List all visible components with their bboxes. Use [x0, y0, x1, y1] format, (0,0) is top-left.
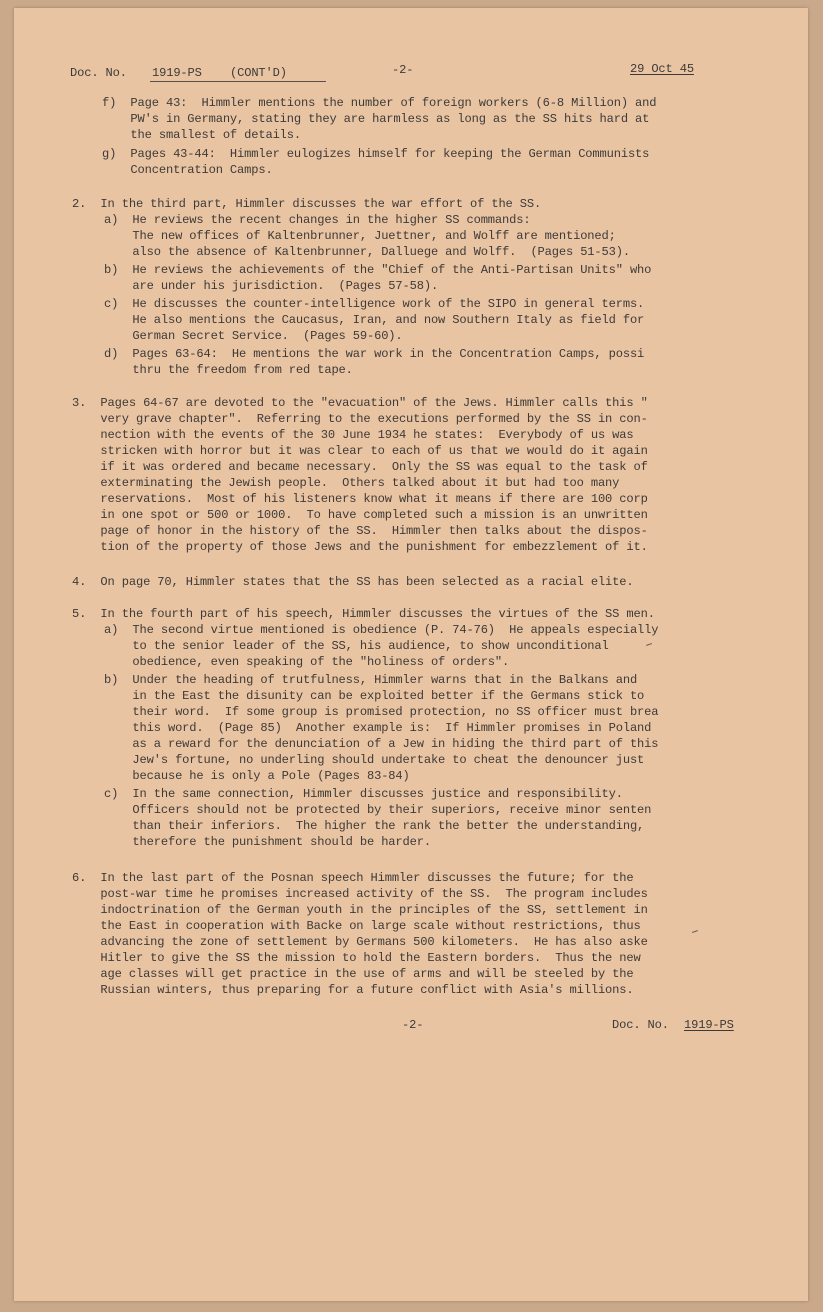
- body-line: thru the freedom from red tape.: [104, 363, 353, 377]
- body-line: c) In the same connection, Himmler discusses justice and responsibility.: [104, 787, 623, 801]
- stray-mark: [692, 930, 698, 933]
- document-page: [14, 8, 808, 1301]
- body-line: tion of the property of those Jews and the punishment for embezzlement of it.: [72, 540, 648, 554]
- body-line: stricken with horror but it was clear to each of us that we would do it again: [72, 444, 648, 458]
- body-line: Jew's fortune, no underling should undertake to cheat the denouncer just: [104, 753, 645, 767]
- body-line: 3. Pages 64-67 are devoted to the "evacuation" of the Jews. Himmler calls this ": [72, 396, 648, 410]
- body-line: in one spot or 500 or 1000. To have completed such a mission is an unwritten: [72, 508, 648, 522]
- body-line: obedience, even speaking of the "holiness of orders".: [104, 655, 510, 669]
- header-doc-label: Doc. No.: [70, 66, 127, 80]
- body-line: The new offices of Kaltenbrunner, Juettner, and Wolff are mentioned;: [104, 229, 616, 243]
- body-line: nection with the events of the 30 June 1934 he states: Everybody of us was: [72, 428, 634, 442]
- body-line: PW's in Germany, stating they are harmless as long as the SS hits hard at: [102, 112, 650, 126]
- body-line: if it was ordered and became necessary. Only the SS was equal to the task of: [72, 460, 648, 474]
- body-line: are under his jurisdiction. (Pages 57-58).: [104, 279, 439, 293]
- footer-page-marker: -2-: [402, 1018, 424, 1032]
- body-line: Concentration Camps.: [102, 163, 273, 177]
- body-line: d) Pages 63-64: He mentions the war work in the Concentration Camps, possi: [104, 347, 645, 361]
- body-line: 2. In the third part, Himmler discusses the war effort of the SS.: [72, 197, 542, 211]
- body-line: than their inferiors. The higher the rank the better the understanding,: [104, 819, 645, 833]
- header-date: 29 Oct 45: [630, 62, 694, 76]
- body-line: their word. If some group is promised protection, no SS officer must brea: [104, 705, 659, 719]
- body-line: a) He reviews the recent changes in the higher SS commands:: [104, 213, 531, 227]
- header-continued: (CONT'D): [230, 66, 287, 80]
- body-line: exterminating the Jewish people. Others talked about it but had too many: [72, 476, 620, 490]
- body-line: as a reward for the denunciation of a Jew in hiding the third part of this: [104, 737, 659, 751]
- body-line: f) Page 43: Himmler mentions the number of foreign workers (6-8 Million) and: [102, 96, 657, 110]
- body-line: page of honor in the history of the SS. Himmler then talks about the dispos-: [72, 524, 648, 538]
- body-line: reservations. Most of his listeners know what it means if there are 100 corp: [72, 492, 648, 506]
- body-line: the East in cooperation with Backe on large scale without restrictions, thus: [72, 919, 641, 933]
- body-line: very grave chapter". Referring to the executions performed by the SS in con-: [72, 412, 648, 426]
- body-line: therefore the punishment should be harder.: [104, 835, 431, 849]
- stray-mark: [646, 643, 652, 646]
- body-line: g) Pages 43-44: Himmler eulogizes himself for keeping the German Communists: [102, 147, 650, 161]
- body-line: He also mentions the Caucasus, Iran, and now Southern Italy as field for: [104, 313, 645, 327]
- body-line: age classes will get practice in the use of arms and will be steeled by the: [72, 967, 634, 981]
- body-line: 4. On page 70, Himmler states that the SS has been selected as a racial elite.: [72, 575, 634, 589]
- body-line: also the absence of Kaltenbrunner, Dalluege and Wolff. (Pages 51-53).: [104, 245, 630, 259]
- body-line: because he is only a Pole (Pages 83-84): [104, 769, 410, 783]
- body-line: to the senior leader of the SS, his audience, to show unconditional: [104, 639, 609, 653]
- body-line: 5. In the fourth part of his speech, Himmler discusses the virtues of the SS men.: [72, 607, 655, 621]
- body-line: b) Under the heading of trutfulness, Himmler warns that in the Balkans and: [104, 673, 638, 687]
- body-line: post-war time he promises increased activity of the SS. The program includes: [72, 887, 648, 901]
- body-line: Officers should not be protected by their superiors, receive minor senten: [104, 803, 652, 817]
- body-line: German Secret Service. (Pages 59-60).: [104, 329, 403, 343]
- body-line: this word. (Page 85) Another example is: If Himmler promises in Poland: [104, 721, 652, 735]
- body-line: Hitler to give the SS the mission to hold the Eastern borders. Thus the new: [72, 951, 641, 965]
- body-line: advancing the zone of settlement by Germans 500 kilometers. He has also aske: [72, 935, 648, 949]
- body-line: Russian winters, thus preparing for a future conflict with Asia's millions.: [72, 983, 634, 997]
- footer-doc-number: 1919-PS: [684, 1018, 734, 1032]
- header-underline: [150, 81, 326, 82]
- body-line: 6. In the last part of the Posnan speech Himmler discusses the future; for the: [72, 871, 634, 885]
- body-line: the smallest of details.: [102, 128, 302, 142]
- body-line: in the East the disunity can be exploited better if the Germans stick to: [104, 689, 645, 703]
- body-line: indoctrination of the German youth in the principles of the SS, settlement in: [72, 903, 648, 917]
- footer-doc-label: Doc. No.: [612, 1018, 669, 1032]
- body-line: b) He reviews the achievements of the "Chief of the Anti-Partisan Units" who: [104, 263, 652, 277]
- body-line: c) He discusses the counter-intelligence work of the SIPO in general terms.: [104, 297, 645, 311]
- body-line: a) The second virtue mentioned is obedience (P. 74-76) He appeals especially: [104, 623, 659, 637]
- header-page-marker: -2-: [392, 63, 414, 77]
- header-doc-number: 1919-PS: [152, 66, 202, 80]
